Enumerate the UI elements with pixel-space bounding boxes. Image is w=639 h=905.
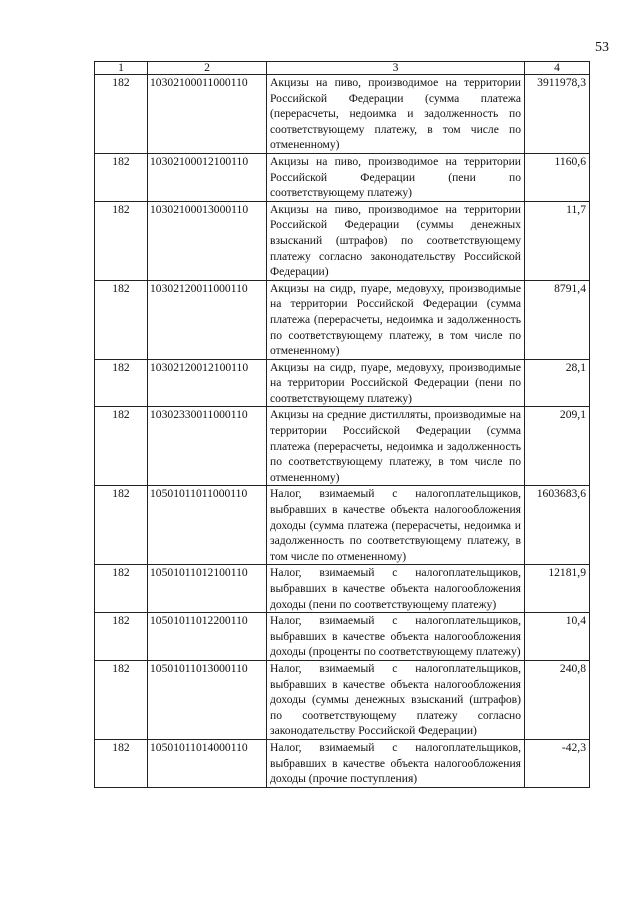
amount-cell: 3911978,3 [525,75,590,154]
budget-code-cell: 10501011011000110 [148,486,267,565]
budget-code-cell: 10501011014000110 [148,739,267,787]
admin-code-cell: 182 [95,739,148,787]
table-row [95,280,590,359]
income-name-cell: Налог, взимаемый с налогоплательщиков, выбравших в качестве объекта налогообложения доходы (суммы денежных взысканий (штрафов) по соответствующему платежу согласно законодательству Российской Федерации) [267,660,525,739]
budget-code-cell: 10501011012200110 [148,613,267,661]
page-number: 53 [595,40,609,55]
admin-code-cell: 182 [95,280,148,359]
budget-code-cell: 10302330011000110 [148,407,267,486]
admin-code-cell: 182 [95,660,148,739]
amount-cell: 28,1 [525,359,590,407]
amount-cell: 11,7 [525,201,590,280]
admin-code-cell: 182 [95,565,148,613]
table-row [95,201,590,280]
income-name-cell: Акцизы на средние дистилляты, производимые на территории Российской Федерации (сумма платежа (перерасчеты, недоимка и задолженность по соответствующему платежу, в том числе по отмененному) [267,407,525,486]
column-header-2: 2 [148,62,267,75]
income-name-cell: Акцизы на пиво, производимое на территории Российской Федерации (пени по соответствующему платежу) [267,153,525,201]
admin-code-cell: 182 [95,201,148,280]
income-name-cell: Налог, взимаемый с налогоплательщиков, выбравших в качестве объекта налогообложения доходы (проценты по соответствующему платежу) [267,613,525,661]
budget-code-cell: 10302100012100110 [148,153,267,201]
table-row [95,660,590,739]
amount-cell: 1160,6 [525,153,590,201]
table-row [95,359,590,407]
column-header-1: 1 [95,62,148,75]
amount-cell: 10,4 [525,613,590,661]
budget-code-cell: 10302100013000110 [148,201,267,280]
admin-code-cell: 182 [95,407,148,486]
table-row [95,407,590,486]
table-row [95,565,590,613]
income-name-cell: Налог, взимаемый с налогоплательщиков, выбравших в качестве объекта налогообложения доходы (сумма платежа (перерасчеты, недоимка и задолженность по соответствующему платежу, в том числе по отмененному) [267,486,525,565]
revenue-table [94,61,590,788]
admin-code-cell: 182 [95,359,148,407]
amount-cell: 209,1 [525,407,590,486]
income-name-cell: Акцизы на сидр, пуаре, медовуху, производимые на территории Российской Федерации (пени по соответствующему платежу) [267,359,525,407]
budget-code-cell: 10302120011000110 [148,280,267,359]
amount-cell: 12181,9 [525,565,590,613]
income-name-cell: Налог, взимаемый с налогоплательщиков, выбравших в качестве объекта налогообложения доходы (пени по соответствующему платежу) [267,565,525,613]
income-name-cell: Налог, взимаемый с налогоплательщиков, выбравших в качестве объекта налогообложения доходы (прочие поступления) [267,739,525,787]
admin-code-cell: 182 [95,613,148,661]
budget-code-cell: 10501011013000110 [148,660,267,739]
amount-cell: -42,3 [525,739,590,787]
admin-code-cell: 182 [95,75,148,154]
table-row [95,613,590,661]
table-row [95,739,590,787]
amount-cell: 1603683,6 [525,486,590,565]
admin-code-cell: 182 [95,153,148,201]
income-name-cell: Акцизы на пиво, производимое на территории Российской Федерации (суммы денежных взысканий (штрафов) по соответствующему платежу согласно законодательству Российской Федерации) [267,201,525,280]
budget-code-cell: 10501011012100110 [148,565,267,613]
income-name-cell: Акцизы на сидр, пуаре, медовуху, производимые на территории Российской Федерации (сумма платежа (перерасчеты, недоимка и задолженность по соответствующему платежу, в том числе по отмененному) [267,280,525,359]
table-row [95,486,590,565]
amount-cell: 8791,4 [525,280,590,359]
budget-code-cell: 10302100011000110 [148,75,267,154]
amount-cell: 240,8 [525,660,590,739]
table-header-row [95,62,590,75]
admin-code-cell: 182 [95,486,148,565]
income-name-cell: Акцизы на пиво, производимое на территории Российской Федерации (сумма платежа (перерасчеты, недоимка и задолженность по соответствующему платежу, в том числе по отмененному) [267,75,525,154]
column-header-3: 3 [267,62,525,75]
column-header-4: 4 [525,62,590,75]
table-row [95,153,590,201]
table-row [95,75,590,154]
budget-code-cell: 10302120012100110 [148,359,267,407]
